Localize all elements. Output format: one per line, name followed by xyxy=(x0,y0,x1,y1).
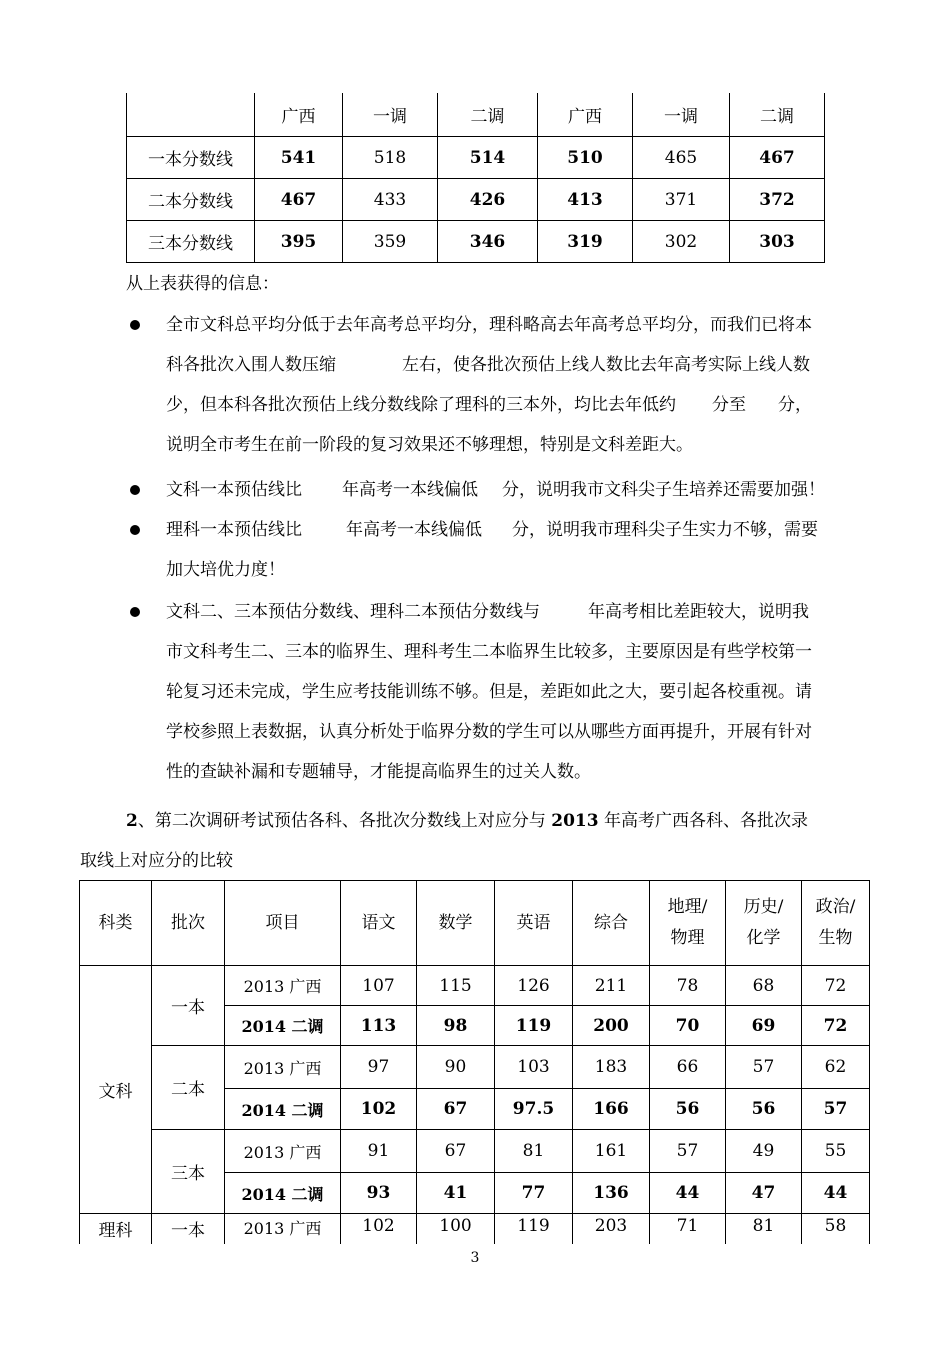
row-label: 三本分数线 xyxy=(127,221,255,263)
text-segment: 理科一本预估线比 xyxy=(166,520,302,540)
cell: 319 xyxy=(538,221,633,263)
cell: 71 xyxy=(650,1214,726,1245)
bullet-icon xyxy=(130,485,140,495)
text-segment: 年高考相比差距较大，说明我 xyxy=(588,602,809,622)
cell: 72 xyxy=(802,966,870,1006)
text-segment: 分，说明我市文科尖子生培养还需要加强！ xyxy=(502,480,825,500)
cell: 57 xyxy=(726,1046,802,1089)
item-cell: 2014 二调 xyxy=(225,1006,341,1046)
text-segment: 左右，使各批次预估上线人数比去年高考实际上线人数 xyxy=(402,355,810,375)
text-segment: 分， xyxy=(778,395,812,415)
cell: 78 xyxy=(650,966,726,1006)
cell: 413 xyxy=(538,179,633,221)
bullet-icon xyxy=(130,525,140,535)
bullet-icon xyxy=(130,320,140,330)
cell: 67 xyxy=(417,1089,495,1130)
cell: 211 xyxy=(573,966,650,1006)
cell: 55 xyxy=(802,1130,870,1173)
text-line: 市文科考生二、三本的临界生、理科考生二本临界生比较多，主要原因是有些学校第一 xyxy=(166,642,812,662)
cell: 200 xyxy=(573,1006,650,1046)
category-cell: 文科 xyxy=(80,966,152,1214)
item-cell: 2013 广西 xyxy=(225,1130,341,1173)
cell: 113 xyxy=(341,1006,417,1046)
header-cell: 科类 xyxy=(80,881,152,966)
text-segment: 年高考广西各科、各批次录 xyxy=(603,811,808,831)
text-line: 全市文科总平均分低于去年高考总平均分，理科略高去年高考总平均分，而我们已将本 xyxy=(166,315,812,335)
header-cell: 广西 xyxy=(538,93,633,137)
cell: 102 xyxy=(341,1089,417,1130)
table-row xyxy=(80,1046,870,1089)
cell: 49 xyxy=(726,1130,802,1173)
cell: 69 xyxy=(726,1006,802,1046)
text-segment: 文科二、三本预估分数线、理科二本预估分数线与 xyxy=(166,602,540,622)
table-row xyxy=(127,137,825,179)
text-segment: 、第二次调研考试预估各科、各批次分数线上对应分与 xyxy=(137,811,546,831)
cell: 72 xyxy=(802,1006,870,1046)
cell: 467 xyxy=(730,137,825,179)
header-cell xyxy=(726,881,802,966)
header-cell: 综合 xyxy=(573,881,650,966)
table-corner-cell xyxy=(127,93,255,137)
subject-score-table xyxy=(79,880,870,1244)
cell: 119 xyxy=(495,1006,573,1046)
section-heading-line2: 取线上对应分的比较 xyxy=(80,851,233,871)
cell: 359 xyxy=(343,221,438,263)
cell: 371 xyxy=(633,179,730,221)
cell: 126 xyxy=(495,966,573,1006)
header-cell: 项目 xyxy=(225,881,341,966)
cell: 57 xyxy=(650,1130,726,1173)
cell: 102 xyxy=(341,1214,417,1245)
cell: 93 xyxy=(341,1173,417,1214)
header-cell: 批次 xyxy=(152,881,225,966)
cell: 467 xyxy=(255,179,343,221)
cell: 395 xyxy=(255,221,343,263)
header-cell: 数学 xyxy=(417,881,495,966)
cell: 81 xyxy=(495,1130,573,1173)
text-line xyxy=(166,385,860,425)
header-cell: 二调 xyxy=(438,93,538,137)
cell: 91 xyxy=(341,1130,417,1173)
section-number: 2 xyxy=(126,811,138,831)
cell: 302 xyxy=(633,221,730,263)
cell: 56 xyxy=(726,1089,802,1130)
cell: 303 xyxy=(730,221,825,263)
cell: 47 xyxy=(726,1173,802,1214)
cell: 518 xyxy=(343,137,438,179)
text-line: 加大培优力度！ xyxy=(166,560,285,580)
text-segment: 分至 xyxy=(712,395,746,415)
text-line: 轮复习还未完成，学生应考技能训练不够。但是，差距如此之大，要引起各校重视。请 xyxy=(166,682,812,702)
text-line: 说明全市考生在前一阶段的复习效果还不够理想，特别是文科差距大。 xyxy=(166,435,693,455)
table-row xyxy=(80,966,870,1006)
text-line xyxy=(166,592,860,632)
batch-cell: 一本 xyxy=(152,966,225,1046)
cell: 115 xyxy=(417,966,495,1006)
bullet-icon xyxy=(130,607,140,617)
category-cell: 理科 xyxy=(80,1214,152,1245)
table-row xyxy=(127,221,825,263)
cell: 97 xyxy=(341,1046,417,1089)
cell: 433 xyxy=(343,179,438,221)
row-label: 一本分数线 xyxy=(127,137,255,179)
cell: 346 xyxy=(438,221,538,263)
cell: 136 xyxy=(573,1173,650,1214)
item-cell: 2013 广西 xyxy=(225,966,341,1006)
table-row xyxy=(80,1130,870,1173)
header-cell: 一调 xyxy=(633,93,730,137)
page-number: 3 xyxy=(470,1250,480,1266)
item-cell: 2013 广西 xyxy=(225,1046,341,1089)
header-cell: 语文 xyxy=(341,881,417,966)
header-line: 物理 xyxy=(670,928,705,948)
cell: 41 xyxy=(417,1173,495,1214)
cell: 67 xyxy=(417,1130,495,1173)
text-segment: 分，说明我市理科尖子生实力不够，需要 xyxy=(512,520,818,540)
cell: 372 xyxy=(730,179,825,221)
cell: 62 xyxy=(802,1046,870,1089)
text-segment: 少，但本科各批次预估上线分数线除了理科的三本外，均比去年低约 xyxy=(166,395,676,415)
batch-cell: 三本 xyxy=(152,1130,225,1214)
cell: 166 xyxy=(573,1089,650,1130)
cell: 426 xyxy=(438,179,538,221)
text-segment: 年高考一本线偏低 xyxy=(342,480,478,500)
bullet-paragraph-4 xyxy=(166,592,860,792)
cell: 514 xyxy=(438,137,538,179)
header-line: 政治/ xyxy=(815,897,856,917)
cell: 100 xyxy=(417,1214,495,1245)
header-cell: 二调 xyxy=(730,93,825,137)
cell: 107 xyxy=(341,966,417,1006)
cell: 183 xyxy=(573,1046,650,1089)
table-header-row xyxy=(127,93,825,137)
cell: 68 xyxy=(726,966,802,1006)
cell: 541 xyxy=(255,137,343,179)
table-header-row xyxy=(80,881,870,966)
header-cell xyxy=(802,881,870,966)
header-cell xyxy=(650,881,726,966)
cell: 57 xyxy=(802,1089,870,1130)
header-line: 化学 xyxy=(746,928,781,948)
item-cell: 2014 二调 xyxy=(225,1089,341,1130)
text-line: 学校参照上表数据，认真分析处于临界分数的学生可以从哪些方面再提升，开展有针对 xyxy=(166,722,812,742)
text-line xyxy=(166,470,860,510)
cell: 465 xyxy=(633,137,730,179)
row-label: 二本分数线 xyxy=(127,179,255,221)
intro-text: 从上表获得的信息： xyxy=(126,274,279,294)
section-heading-line1 xyxy=(126,813,808,830)
cell: 70 xyxy=(650,1006,726,1046)
item-cell: 2013 广西 xyxy=(225,1214,341,1245)
cell: 56 xyxy=(650,1089,726,1130)
text-line xyxy=(166,510,860,550)
cell: 161 xyxy=(573,1130,650,1173)
batch-cell: 一本 xyxy=(152,1214,225,1245)
batch-cell: 二本 xyxy=(152,1046,225,1130)
header-line: 地理/ xyxy=(667,897,708,917)
cell: 203 xyxy=(573,1214,650,1245)
cell: 44 xyxy=(650,1173,726,1214)
score-line-table xyxy=(126,93,825,263)
table-row xyxy=(127,179,825,221)
table-row xyxy=(80,1214,870,1245)
cell: 77 xyxy=(495,1173,573,1214)
bullet-paragraph-2 xyxy=(166,470,860,510)
header-line: 历史/ xyxy=(743,897,784,917)
cell: 58 xyxy=(802,1214,870,1245)
bullet-paragraph-3 xyxy=(166,510,860,590)
cell: 103 xyxy=(495,1046,573,1089)
header-line: 生物 xyxy=(818,928,853,948)
cell: 81 xyxy=(726,1214,802,1245)
text-segment: 年高考一本线偏低 xyxy=(346,520,482,540)
text-line: 性的查缺补漏和专题辅导，才能提高临界生的过关人数。 xyxy=(166,762,591,782)
header-cell: 广西 xyxy=(255,93,343,137)
cell: 66 xyxy=(650,1046,726,1089)
cell: 510 xyxy=(538,137,633,179)
text-segment: 文科一本预估线比 xyxy=(166,480,302,500)
header-cell: 英语 xyxy=(495,881,573,966)
header-cell: 一调 xyxy=(343,93,438,137)
cell: 97.5 xyxy=(495,1089,573,1130)
cell: 44 xyxy=(802,1173,870,1214)
cell: 119 xyxy=(495,1214,573,1245)
text-line xyxy=(166,345,860,385)
cell: 90 xyxy=(417,1046,495,1089)
text-segment: 科各批次入围人数压缩 xyxy=(166,355,336,375)
cell: 98 xyxy=(417,1006,495,1046)
item-cell: 2014 二调 xyxy=(225,1173,341,1214)
section-year: 2013 xyxy=(551,811,599,831)
bullet-paragraph-1 xyxy=(166,305,860,465)
